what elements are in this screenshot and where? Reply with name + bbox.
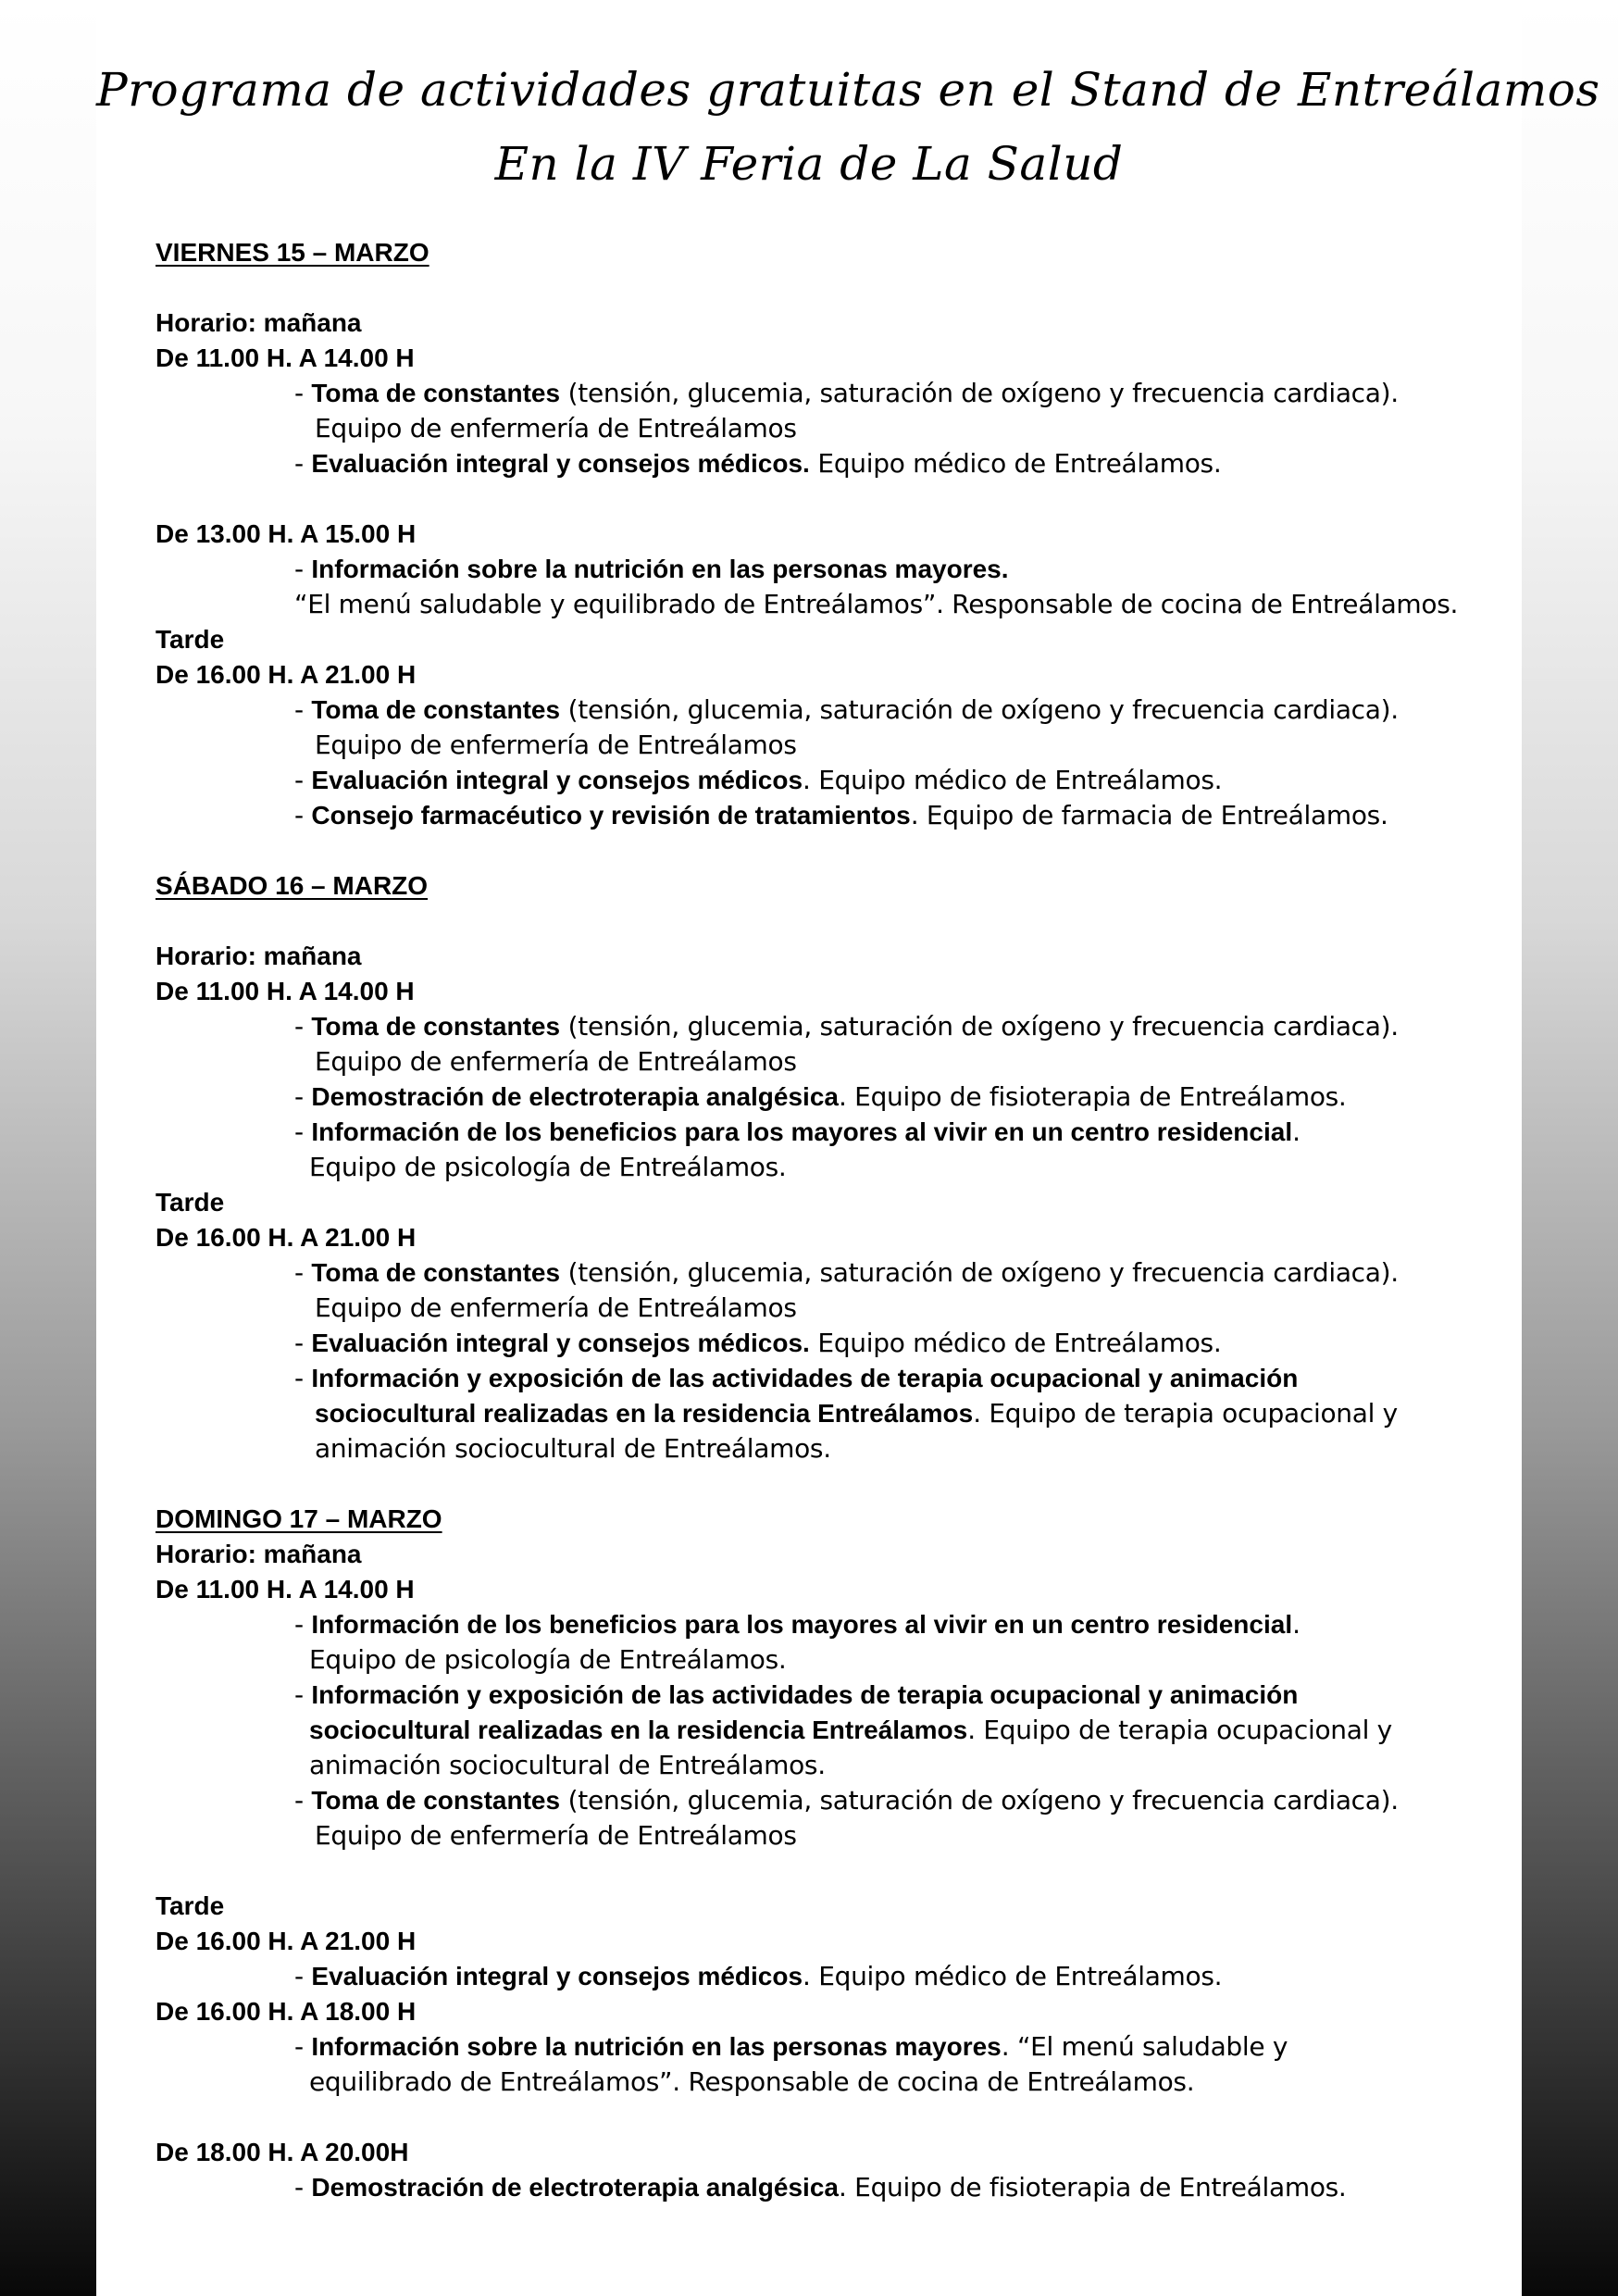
time-slot: De 13.00 H. A 15.00 H (156, 519, 417, 548)
activity-item: - Información y exposición de las actividades de terapia ocupacional y animación (294, 1363, 1299, 1393)
document-subtitle: En la IV Feria de La Salud (494, 137, 1124, 191)
afternoon-label: Tarde (156, 625, 225, 654)
document-title: Programa de actividades gratuitas en el Stand de Entreálamos (96, 63, 1600, 117)
activity-detail: sociocultural realizadas en la residencia Entreálamos. Equipo de terapia ocupacional y (315, 1398, 1398, 1429)
activity-item: - Toma de constantes (tensión, glucemia, saturación de oxígeno y frecuencia cardiaca). (294, 378, 1399, 408)
activity-detail: Equipo de enfermería de Entreálamos (315, 730, 797, 760)
document-page (96, 0, 1600, 2296)
activity-item: - Toma de constantes (tensión, glucemia, saturación de oxígeno y frecuencia cardiaca). (294, 1011, 1399, 1042)
activity-detail: sociocultural realizadas en la residencia Entreálamos. Equipo de terapia ocupacional y (309, 1715, 1392, 1745)
activity-item: - Información de los beneficios para los mayores al vivir en un centro residencial. (294, 1117, 1301, 1147)
activity-item: - Toma de constantes (tensión, glucemia, saturación de oxígeno y frecuencia cardiaca). (294, 694, 1399, 725)
time-slot: De 16.00 H. A 21.00 H (156, 1223, 417, 1252)
morning-label: Horario: mañana (156, 942, 362, 970)
activity-item: - Información sobre la nutrición en las personas mayores. “El menú saludable y (294, 2031, 1288, 2062)
activity-item: - Información de los beneficios para los mayores al vivir en un centro residencial. (294, 1609, 1301, 1640)
activity-detail: Equipo de enfermería de Entreálamos (315, 413, 797, 443)
activity-item: - Toma de constantes (tensión, glucemia, saturación de oxígeno y frecuencia cardiaca). (294, 1785, 1399, 1816)
activity-item: - Demostración de electroterapia analgésica. Equipo de fisioterapia de Entreálamos. (294, 1081, 1347, 1112)
activity-detail: animación sociocultural de Entreálamos. (315, 1433, 831, 1464)
activity-detail: Equipo de enfermería de Entreálamos (315, 1292, 797, 1323)
day-heading-friday: VIERNES 15 – MARZO (156, 238, 429, 267)
time-slot: De 11.00 H. A 14.00 H (156, 977, 415, 1005)
activity-item: - Información y exposición de las actividades de terapia ocupacional y animación (294, 1679, 1299, 1710)
activity-detail: equilibrado de Entreálamos”. Responsable de cocina de Entreálamos. (309, 2066, 1195, 2097)
morning-label: Horario: mañana (156, 308, 362, 337)
activity-item: - Consejo farmacéutico y revisión de tratamientos. Equipo de farmacia de Entreálamos. (294, 800, 1388, 830)
day-heading-sunday: DOMINGO 17 – MARZO (156, 1504, 442, 1533)
morning-label: Horario: mañana (156, 1540, 362, 1568)
activity-detail: Equipo de psicología de Entreálamos. (309, 1644, 787, 1675)
time-slot: De 18.00 H. A 20.00H (156, 2138, 409, 2166)
time-slot: De 11.00 H. A 14.00 H (156, 1575, 415, 1603)
activity-item: - Evaluación integral y consejos médicos. Equipo médico de Entreálamos. (294, 448, 1222, 479)
activity-item: - Toma de constantes (tensión, glucemia, saturación de oxígeno y frecuencia cardiaca). (294, 1257, 1399, 1288)
time-slot: De 16.00 H. A 21.00 H (156, 1927, 417, 1955)
activity-detail: “El menú saludable y equilibrado de Entreálamos”. Responsable de cocina de Entreálamos. (294, 589, 1459, 619)
activity-detail: Equipo de psicología de Entreálamos. (309, 1152, 787, 1182)
time-slot: De 16.00 H. A 21.00 H (156, 660, 417, 689)
activity-item: - Evaluación integral y consejos médicos. Equipo médico de Entreálamos. (294, 765, 1223, 795)
activity-detail: Equipo de enfermería de Entreálamos (315, 1046, 797, 1077)
activity-item: - Evaluación integral y consejos médicos. Equipo médico de Entreálamos. (294, 1328, 1222, 1358)
activity-item: - Evaluación integral y consejos médicos. Equipo médico de Entreálamos. (294, 1961, 1223, 1991)
time-slot: De 16.00 H. A 18.00 H (156, 1997, 417, 2026)
activity-detail: animación sociocultural de Entreálamos. (309, 1750, 826, 1780)
activity-item: - Información sobre la nutrición en las personas mayores. (294, 554, 1009, 584)
activity-item: - Demostración de electroterapia analgésica. Equipo de fisioterapia de Entreálamos. (294, 2172, 1347, 2202)
time-slot: De 11.00 H. A 14.00 H (156, 343, 415, 372)
day-heading-saturday: SÁBADO 16 – MARZO (156, 871, 429, 900)
afternoon-label: Tarde (156, 1188, 225, 1217)
activity-detail: Equipo de enfermería de Entreálamos (315, 1820, 797, 1851)
schedule (156, 235, 1507, 2205)
afternoon-label: Tarde (156, 1891, 225, 1920)
